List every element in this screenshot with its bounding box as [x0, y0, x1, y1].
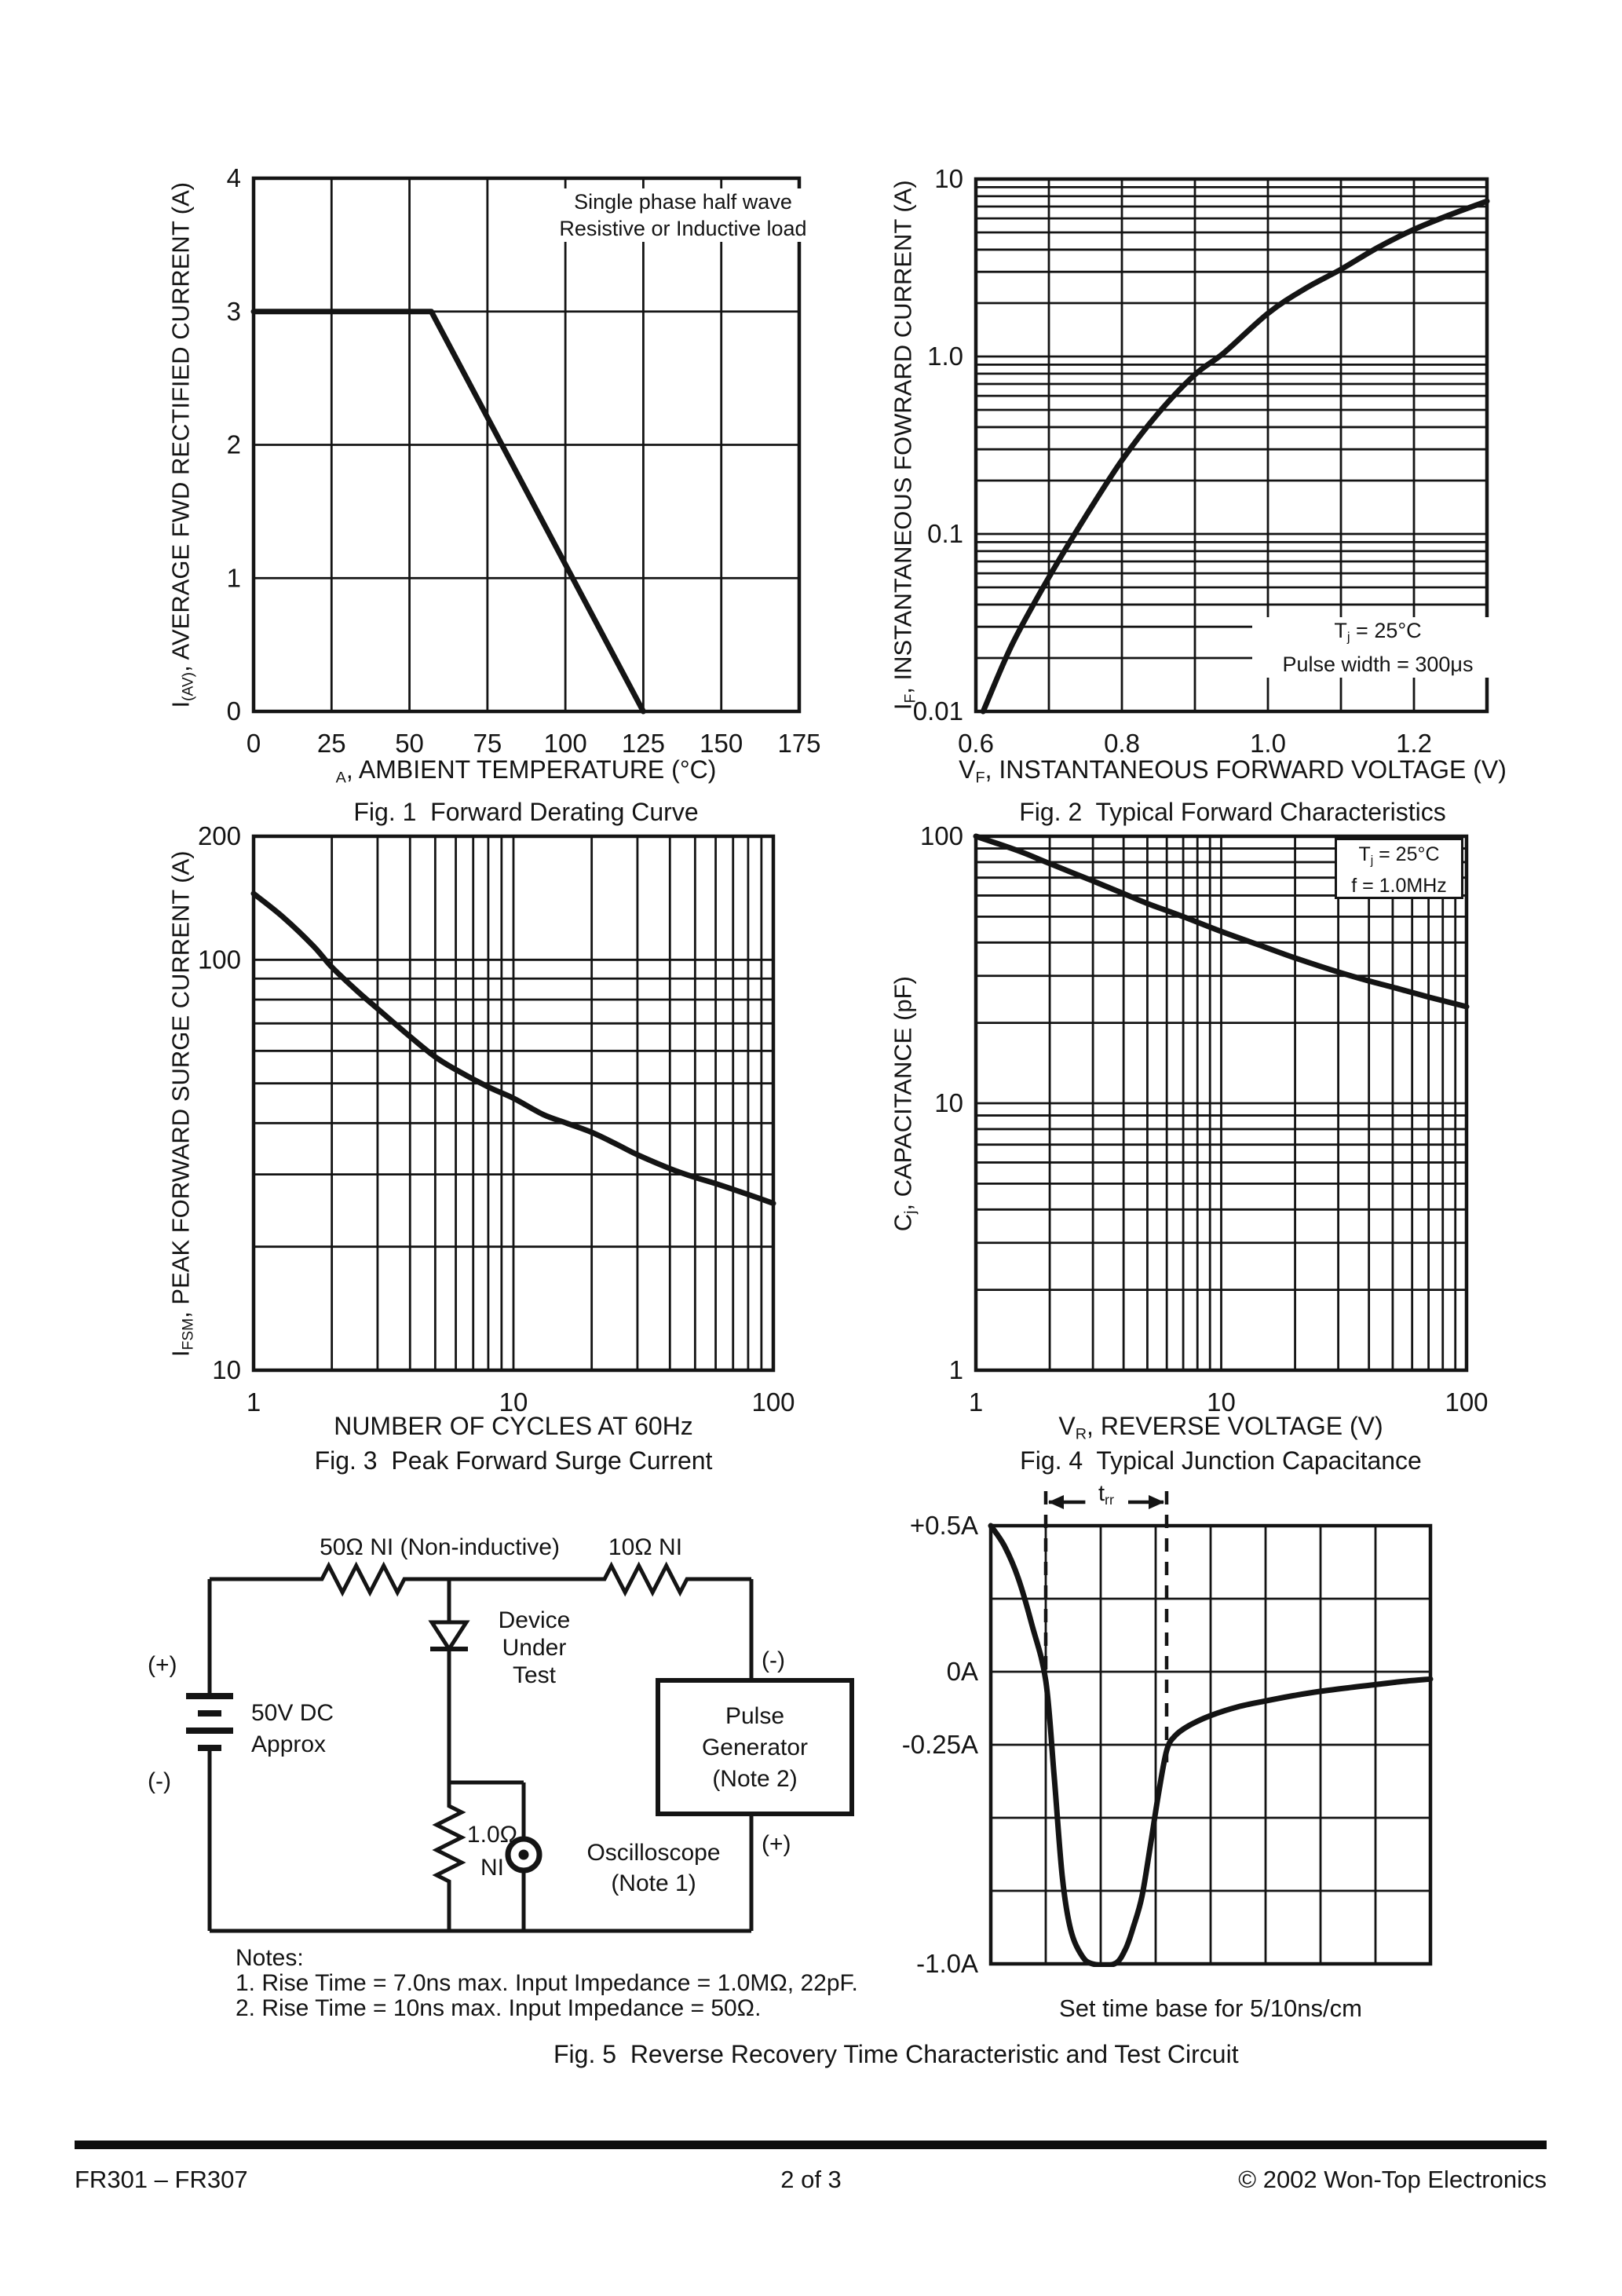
- battery-voltage-label: 50V DC Approx: [251, 1700, 334, 1757]
- svg-text:150: 150: [700, 729, 743, 758]
- resistor-50ohm-label: 50Ω NI (Non-inductive): [320, 1534, 560, 1560]
- svg-text:200: 200: [197, 821, 241, 850]
- footer-copyright: © 2002 Won-Top Electronics: [1238, 2166, 1547, 2193]
- battery-minus-label: (-): [148, 1768, 171, 1794]
- svg-text:10: 10: [212, 1355, 241, 1384]
- pulse-generator-plus-label: (+): [762, 1831, 791, 1857]
- svg-text:100: 100: [919, 821, 963, 850]
- svg-text:10: 10: [499, 1387, 528, 1417]
- svg-text:0.8: 0.8: [1104, 729, 1140, 758]
- device-under-test-label: Device Under Test: [498, 1607, 571, 1688]
- fig1-x-axis-label: $_A$, AMBIENT TEMPERATURE (°C): [335, 755, 717, 787]
- note-1: 1. Rise Time = 7.0ns max. Input Impedance = 1.0MΩ, 22pF.: [236, 1970, 858, 1996]
- fig4-annotation: $T_j = 25^\circ C$ f = 1.0MHz: [1335, 838, 1463, 899]
- pulse-generator-label: Pulse Generator (Note 2): [701, 1703, 809, 1792]
- svg-text:1.0: 1.0: [1250, 729, 1286, 758]
- svg-text:10: 10: [934, 164, 963, 193]
- svg-text:175: 175: [777, 729, 821, 758]
- svg-text:3: 3: [226, 296, 241, 326]
- fig3-y-axis-label: $I_{FSM}$, PEAK FORWARD SURGE CURRENT (A): [166, 850, 197, 1357]
- pulse-generator-minus-label: (-): [762, 1647, 785, 1673]
- fig5-caption: Fig. 5 Reverse Recovery Time Characteristic and Test Circuit: [553, 2040, 1239, 2068]
- fig2-y-axis-label: $I_F$, INSTANTANEOUS FOWRARD CURRENT (A): [889, 180, 919, 711]
- fig2-forward-characteristics-chart: [874, 120, 1526, 778]
- svg-text:1: 1: [226, 563, 241, 593]
- svg-text:1: 1: [968, 1387, 984, 1417]
- resistor-1ohm-label: 1.0Ω NI: [466, 1822, 518, 1881]
- fig2-annotation: $T_j = 25^\circ C$ Pulse width = 300μs: [1252, 617, 1503, 678]
- svg-text:0.6: 0.6: [958, 729, 994, 758]
- svg-text:10: 10: [934, 1088, 963, 1117]
- svg-text:0.01: 0.01: [912, 696, 963, 726]
- svg-text:4: 4: [226, 163, 241, 192]
- fig4-y-axis-label: $C_j$, CAPACITANCE (pF): [889, 976, 919, 1232]
- svg-text:1.0: 1.0: [927, 342, 963, 371]
- svg-text:2: 2: [226, 430, 241, 459]
- fig1-y-axis-label: $I_{(AV)}$, AVERAGE FWD RECTIFIED CURRENT (A): [166, 181, 197, 708]
- footer-rule: [75, 2141, 1547, 2149]
- svg-text:+0.5A: +0.5A: [909, 1511, 978, 1540]
- svg-text:100: 100: [751, 1387, 795, 1417]
- svg-text:100: 100: [197, 945, 241, 974]
- trr-label: $t_{rr}$: [1098, 1481, 1115, 1508]
- battery-plus-label: (+): [148, 1652, 177, 1678]
- note-2: 2. Rise Time = 10ns max. Input Impedance = 50Ω.: [236, 1995, 762, 2021]
- svg-text:10: 10: [1207, 1387, 1236, 1417]
- fig2-caption: Fig. 2 Typical Forward Characteristics: [1019, 798, 1446, 826]
- svg-text:125: 125: [621, 729, 665, 758]
- fig3-x-axis-label: NUMBER OF CYCLES AT 60Hz: [334, 1412, 693, 1440]
- footer-page-number: 2 of 3: [780, 2166, 842, 2193]
- notes-title: Notes:: [236, 1945, 304, 1971]
- svg-text:1: 1: [948, 1355, 963, 1384]
- fig5-reverse-recovery-waveform: [889, 1467, 1470, 2031]
- svg-text:-1.0A: -1.0A: [916, 1949, 978, 1978]
- svg-text:0A: 0A: [946, 1657, 978, 1686]
- svg-text:100: 100: [543, 729, 587, 758]
- fig4-x-axis-label: $V_R$, REVERSE VOLTAGE (V): [1058, 1412, 1383, 1443]
- svg-text:-0.25A: -0.25A: [901, 1730, 978, 1759]
- svg-text:0.1: 0.1: [927, 519, 963, 548]
- fig1-caption: Fig. 1 Forward Derating Curve: [353, 798, 699, 826]
- svg-text:1.2: 1.2: [1396, 729, 1432, 758]
- svg-text:0: 0: [246, 729, 261, 758]
- svg-text:50: 50: [395, 729, 424, 758]
- battery-symbol: [186, 1696, 233, 1748]
- diode-symbol: [432, 1622, 466, 1649]
- fig3-surge-current-chart: [152, 777, 813, 1437]
- fig2-x-axis-label: $V_F$, INSTANTANEOUS FORWARD VOLTAGE (V): [959, 755, 1507, 787]
- footer-part-number: FR301 – FR307: [75, 2166, 248, 2193]
- svg-text:0: 0: [226, 696, 241, 726]
- svg-text:1: 1: [246, 1387, 261, 1417]
- svg-text:25: 25: [316, 729, 346, 758]
- fig3-caption: Fig. 3 Peak Forward Surge Current: [314, 1446, 713, 1475]
- svg-text:75: 75: [473, 729, 502, 758]
- oscilloscope-label: Oscilloscope (Note 1): [586, 1840, 721, 1896]
- fig4-caption: Fig. 4 Typical Junction Capacitance: [1020, 1446, 1422, 1475]
- fig1-annotation: Single phase half wave Resistive or Inductive load: [534, 188, 832, 242]
- svg-text:100: 100: [1445, 1387, 1489, 1417]
- resistor-10ohm-label: 10Ω NI: [608, 1534, 683, 1560]
- notes-block: [236, 1946, 858, 2021]
- waveform-caption: Set time base for 5/10ns/cm: [1059, 1994, 1362, 2022]
- top-wire-with-resistors: [210, 1566, 751, 1592]
